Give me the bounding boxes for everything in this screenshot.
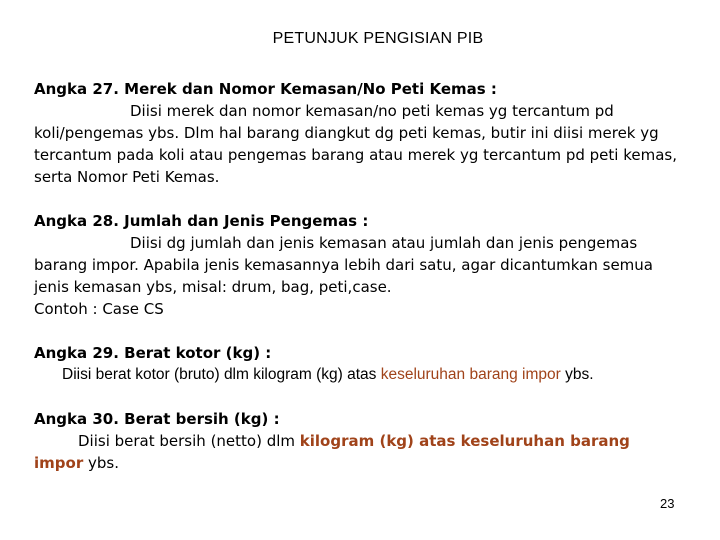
section-angka-29 [34, 342, 689, 386]
section-heading: Angka 27. Merek dan Nomor Kemasan/No Peti Kemas : [34, 80, 497, 98]
section-angka-30 [34, 408, 689, 474]
section-body-line2 [34, 452, 689, 474]
section-angka-27 [34, 78, 689, 188]
section-body: koli/pengemas ybs. Dlm hal barang diangkut dg peti kemas, butir ini diisi merek yg tercantum pada koli atau pengemas barang atau merek yg tercantum pd peti kemas, serta Nomor Peti Kemas. [34, 124, 677, 186]
page-number: 23 [660, 496, 675, 511]
section-body: barang impor. Apabila jenis kemasannya lebih dari satu, agar dicantumkan semua jenis kemasan ybs, misal: drum, bag, peti,case. [34, 256, 653, 296]
section-example: Contoh : Case CS [34, 300, 164, 318]
section-heading: Angka 29. Berat kotor (kg) : [34, 344, 272, 362]
highlighted-text: keseluruhan barang impor [380, 366, 561, 383]
body-text: Diisi berat kotor (bruto) dlm kilogram (kg) atas [62, 366, 381, 383]
content-body [34, 78, 689, 474]
section-first-line: Diisi merek dan nomor kemasan/no peti kemas yg tercantum pd [130, 102, 614, 120]
body-text: Diisi berat bersih (netto) dlm [78, 432, 300, 450]
section-angka-28 [34, 210, 689, 320]
page-title: PETUNJUK PENGISIAN PIB [272, 30, 484, 47]
section-heading: Angka 28. Jumlah dan Jenis Pengemas : [34, 212, 369, 230]
section-body-line1 [34, 430, 689, 452]
body-text-end: ybs. [560, 366, 594, 383]
section-body [34, 364, 689, 386]
section-heading: Angka 30. Berat bersih (kg) : [34, 410, 280, 428]
body-text-end: ybs. [83, 454, 119, 472]
highlighted-text: kilogram (kg) atas keseluruhan barang [299, 432, 630, 450]
highlighted-text-cont: impor [34, 454, 84, 472]
section-first-line: Diisi dg jumlah dan jenis kemasan atau jumlah dan jenis pengemas [130, 234, 638, 252]
